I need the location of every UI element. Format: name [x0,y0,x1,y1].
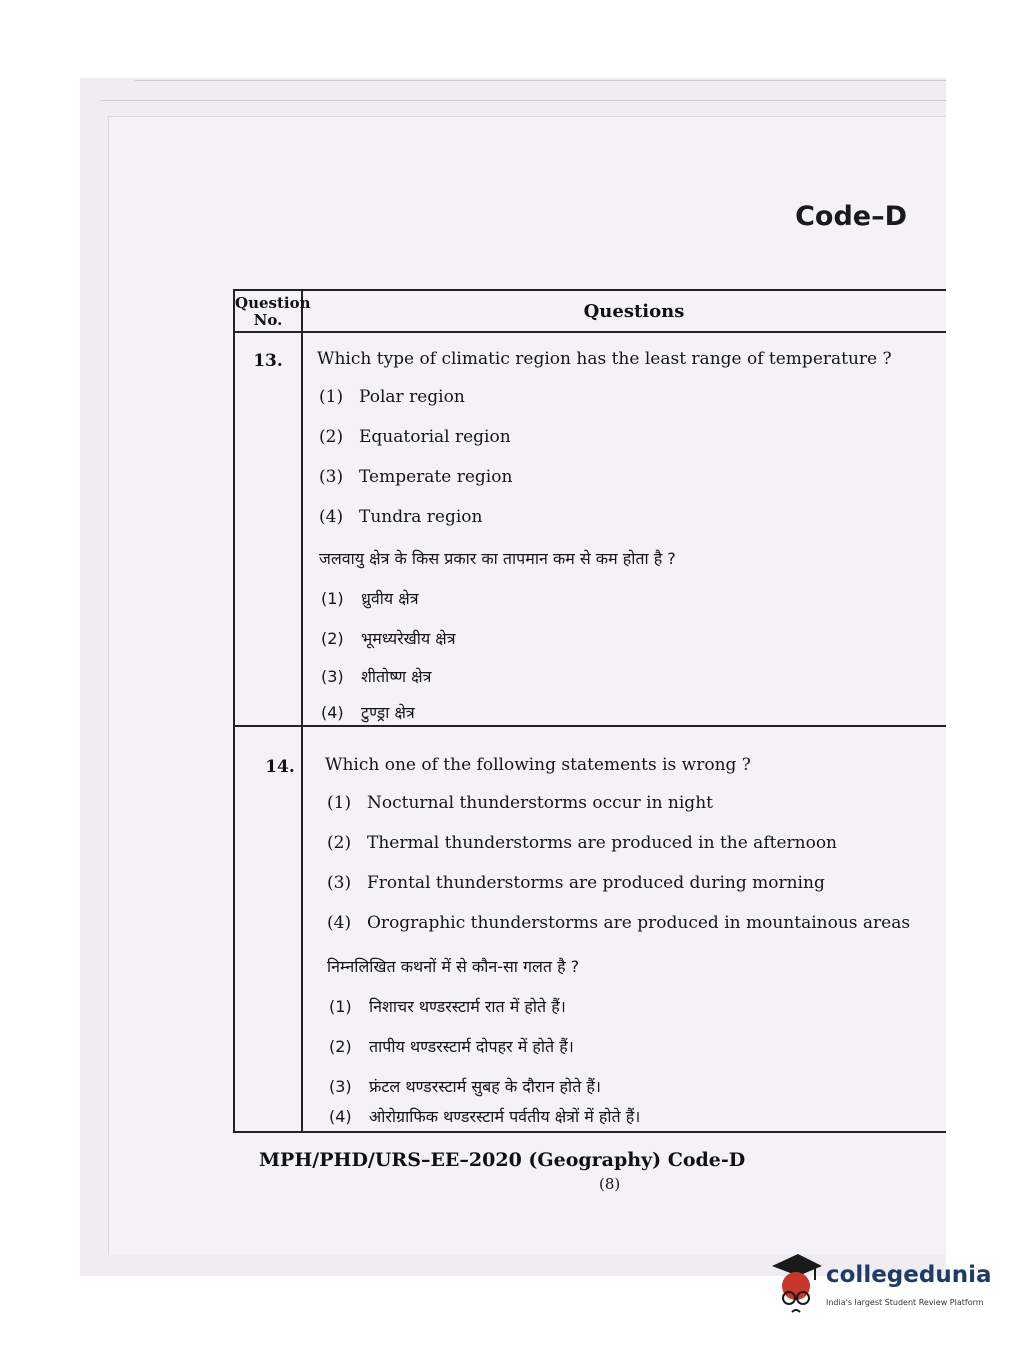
column-divider [301,291,303,1131]
question-text-english: Which one of the following statements is wrong ? [325,755,751,775]
option: (4) Orographic thunderstorms are produced in mountainous areas [327,913,911,933]
brand-watermark [768,1250,998,1320]
option: (2) Thermal thunderstorms are produced in the afternoon [327,833,837,853]
option: (4) Tundra region [319,507,483,527]
option: (3) शीतोष्ण क्षेत्र [321,667,432,686]
option: (3) फ्रंटल थण्डरस्टार्म सुबह के दौरान होते हैं। [329,1077,601,1096]
paper-code: Code–D [795,201,907,232]
exam-sheet [108,116,946,1255]
option: (1) निशाचर थण्डरस्टार्म रात में होते हैं। [329,997,566,1016]
option: (2) भूमध्यरेखीय क्षेत्र [321,629,456,648]
option: (1) Polar region [319,387,465,407]
option: (4) टुण्ड्रा क्षेत्र [321,703,415,722]
brand-tagline: India's largest Student Review Platform [826,1298,984,1307]
brand-name: collegedunia [826,1262,992,1288]
option: (4) ओरोग्राफिक थण्डरस्टार्म पर्वतीय क्षेत्रों में होते हैं। [329,1107,641,1126]
page-number: (8) [599,1175,621,1193]
question-number: 14. [265,757,295,777]
question-number: 13. [253,351,283,371]
option: (2) तापीय थण्डरस्टार्म दोपहर में होते हैं। [329,1037,574,1056]
question-text-hindi: जलवायु क्षेत्र के किस प्रकार का तापमान कम से कम होता है ? [319,549,676,568]
exam-footer: MPH/PHD/URS–EE–2020 (Geography) Code-D [259,1149,746,1171]
questions-table [233,289,946,1133]
back-sheet-edge [100,100,946,101]
option: (1) ध्रुवीय क्षेत्र [321,589,419,608]
student-mascot-icon [768,1250,824,1320]
option: (1) Nocturnal thunderstorms occur in night [327,793,713,813]
column-header-question-no: Question No. [235,294,311,329]
header-divider [235,331,946,333]
scanned-page [80,78,946,1276]
option: (3) Temperate region [319,467,513,487]
question-text-english: Which type of climatic region has the least range of temperature ? [317,349,892,369]
question-text-hindi: निम्नलिखित कथनों में से कौन-सा गलत है ? [327,957,580,976]
back-sheet-edge [135,80,946,81]
column-header-questions: Questions [583,301,685,322]
row-divider [235,725,946,727]
option: (2) Equatorial region [319,427,511,447]
option: (3) Frontal thunderstorms are produced during morning [327,873,825,893]
